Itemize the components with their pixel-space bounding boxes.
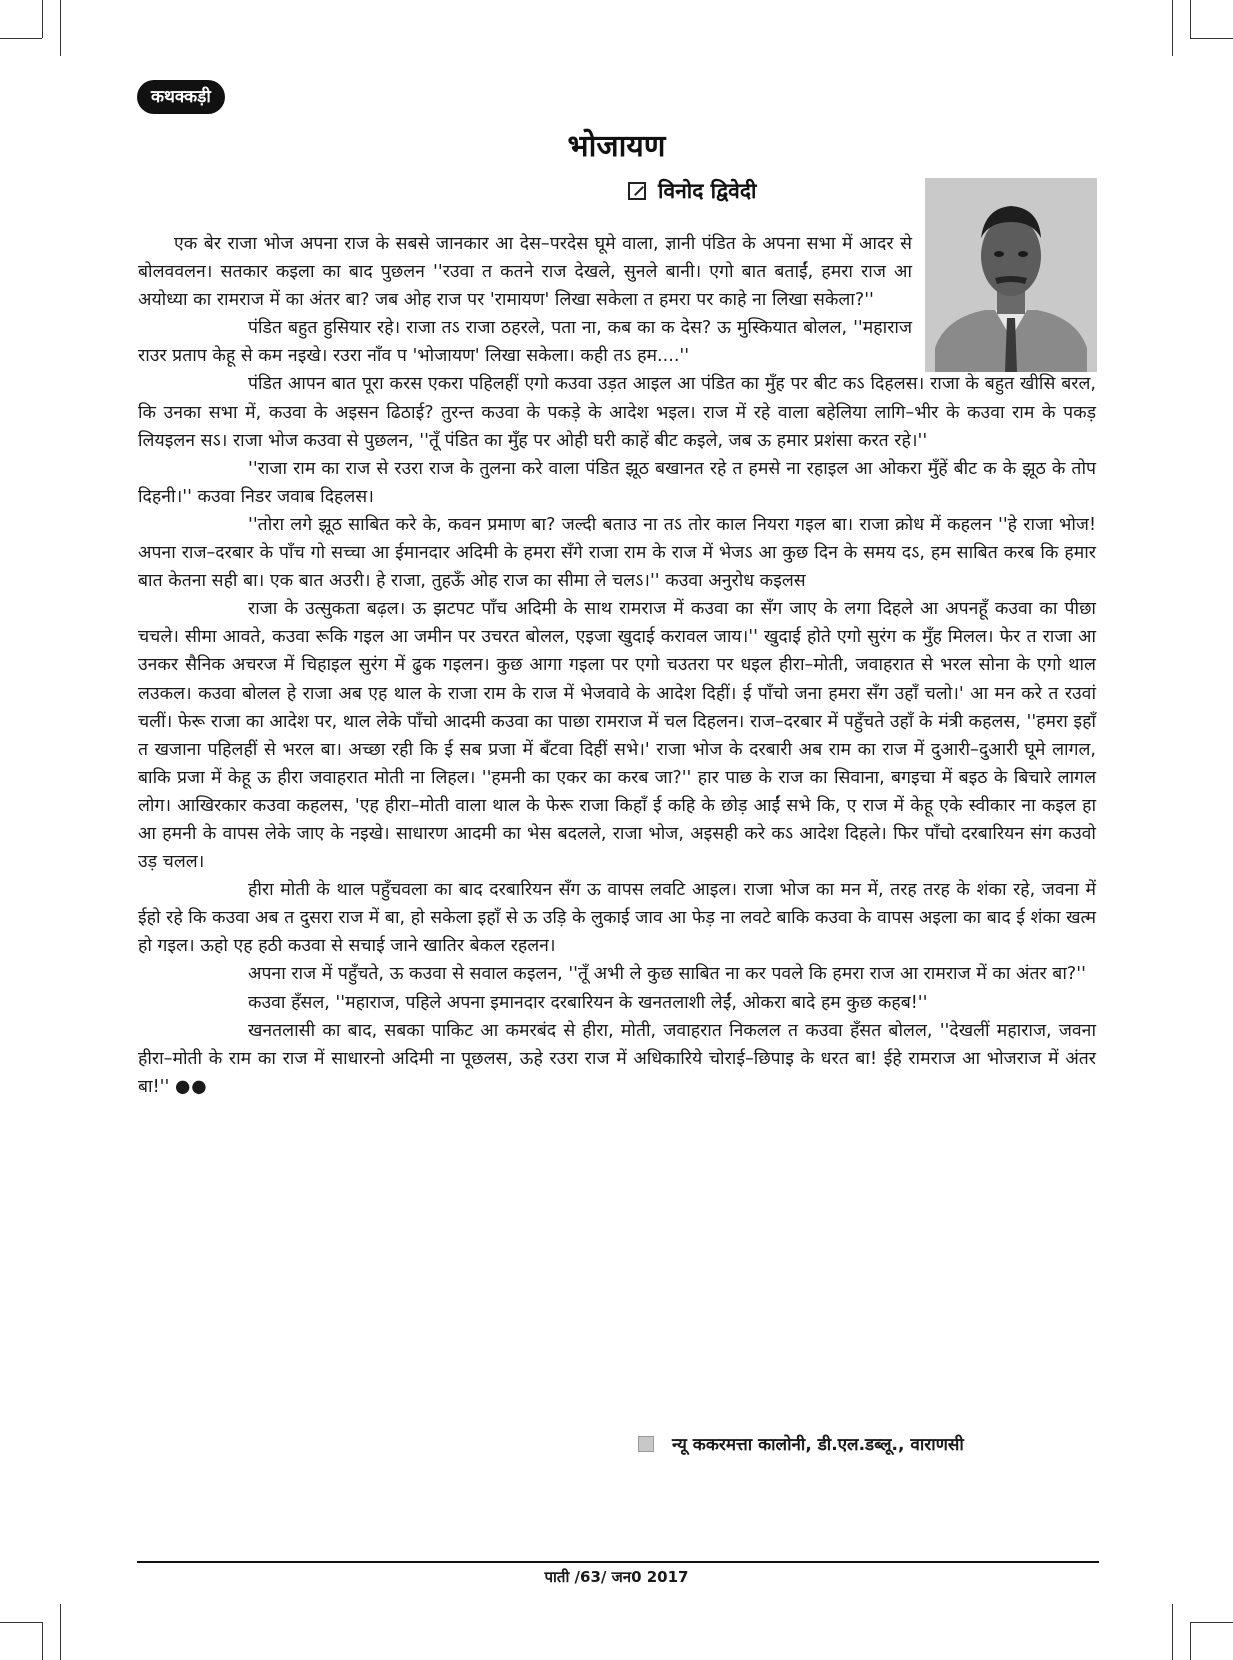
paragraph: ''राजा राम का राज से रउरा राज के तुलना करे वाला पंडित झूठ बखानत रहे त हमसे ना रहाइल आ ओकरा मुँहें बीट क के झूठ के तोप दिहनी।'' कउवा निडर जवाब दिहलस। — [138, 458, 1097, 507]
crop-mark — [1172, 1604, 1173, 1660]
paragraph: पंडित बहुत हुसियार रहे। राजा तऽ राजा ठहरले, पता ना, कब का क देस? ऊ मुस्कियात बोलल, ''महाराज राउर प्रताप केहू से कम नइखे। रउरा नाँव प 'भोजायण' लिखा सकेला। कही तऽ हम....'' — [138, 318, 912, 367]
crop-mark — [1190, 0, 1191, 38]
pen-icon — [628, 182, 646, 200]
paragraph: पंडित आपन बात पूरा करस एकरा पहिलहीं एगो कउवा उड़त आइल आ पंडित का मुँह पर बीट कऽ दिहलस। राजा के बहुत खीसि बरल, कि उनका सभा में, कउवा के अइसन ढिठाई? तुरन्त कउवा के पकड़े के आदेश भइल। राज में रहे वाला बहेलिया लागि–भीर के कउवा राम के पकड़ लियइलन सऽ। राजा भोज कउवा से पुछलन, ''तूँ पंडित का मुँह पर ओही घरी काहें बीट कइले, जब ऊ हमार प्रशंसा करत रहे।'' — [138, 374, 1096, 451]
author-name: विनोद द्विवेदी — [658, 179, 757, 203]
crop-mark — [1172, 0, 1173, 56]
address-text: न्यू ककरमत्ता कालोनी, डी.एल.डब्लू., वाराणसी — [672, 1435, 964, 1455]
paragraph: एक बेर राजा भोज अपना राज के सबसे जानकार आ देस–परदेस घूमे वाला, ज्ञानी पंडित के अपना सभा में आदर से बोलववलन। सतकार कइला का बाद पुछलन ''रउवा त कतने राज देखले, सुनले बानी। एगो बात बताईं, हमरा राज आ अयोध्या का रामराज में का अंतर बा? जब ओह राज पर 'रामायण' लिखा सकेला त हमरा पर काहे ना लिखा सकेला?'' — [138, 234, 912, 311]
author-address — [638, 1432, 964, 1455]
section-badge: कथक्कड़ी — [137, 80, 225, 114]
author-byline — [628, 176, 756, 206]
paragraph: राजा के उत्सुकता बढ़ल। ऊ झटपट पाँच अदिमी के साथ रामराज में कउवा का सँग जाए के लगा दिहले आ अपनहूँ कउवा का पीछा चचले। सीमा आवते, कउवा रूकि गइल आ जमीन पर उचरत बोलल, एइजा खुदाई करावल जाय।'' खुदाई होते एगो सुरंग क मुँह मिलल। फेर त राजा आ उनकर सैनिक अचरज में चिहाइल सुरंग में ढुक गइलन। कुछ आगा गइला पर एगो चउतरा पर धइल हीरा–मोती, जवाहरात से भरल सोना के एगो थाल लउकल। कउवा बोलल हे राजा अब एह थाल के राजा राम के राज में भेजवावे के आदेश दिहीं। ई पाँचो जना हमरा सँग उहाँ चलो।' आ मन करे त रउवां चलीं। फेरू राजा का आदेश पर, थाल लेके पाँचो आदमी कउवा का पाछा रामराज में चल दिहलन। राज–दरबार में पहुँचते उहाँ के मंत्री कहलस, ''हमरा इहाँ त खजाना पहिलहीं से भरल बा। अच्छा रही कि ई सब प्रजा में बँटवा दिहीं सभे।' राजा भोज के दरबारी अब राम का राज में दुआरी–दुआरी घूमे लागल, बाकि प्रजा में केहू ऊ हीरा जवाहरात मोती ना लिहल। ''हमनी का एकर का करब जा?'' हार पाछ के राज का सिवाना, बगइचा में बइठ के बिचारे लागल लोग। आखिरकार कउवा कहलस, 'एह हीरा–मोती वाला थाल के फेरू राजा किहाँ ई कहि के छोड़ आईं सभे कि, ए राज में केहू एके स्वीकार ना कइल हा आ हमनी के वापस लेके जाए के नइखे। साधारण आदमी का भेस बदलले, राजा भोज, अइसही करे कऽ आदेश दिहले। फिर पाँचो दरबारियन संग कउवो उड़ चलल। — [138, 599, 1096, 873]
footer-divider — [137, 1561, 1099, 1563]
paragraph: कउवा हँसल, ''महाराज, पहिले अपना इमानदार दरबारियन के खनतलाशी लेईं, ओकरा बादे हम कुछ कहब!'' — [248, 992, 928, 1013]
page-footer: पाती /63/ जन0 2017 — [544, 1568, 689, 1586]
crop-mark — [60, 0, 61, 56]
paragraph: ''तोरा लगे झूठ साबित करे के, कवन प्रमाण बा? जल्दी बताउ ना तऽ तोर काल नियरा गइल बा। राजा क्रोध में कहलन ''हे राजा भोज! अपना राज–दरबार के पाँच गो सच्चा आ ईमानदार अदिमी के हमरा सँगे राजा राम के राज में भेजऽ आ कुछ दिन के समय दऽ, हम साबित करब कि हमार बात केतना सही बा। एक बात अउरी। हे राजा, तुहऊँ ओह राज का सीमा ले चलऽ।'' कउवा अनुरोध कइलस — [138, 514, 1097, 592]
article-title: भोजायण — [567, 129, 666, 164]
crop-mark — [0, 38, 42, 39]
paragraph: अपना राज में पहुँचते, ऊ कउवा से सवाल कइलन, ''तूँ अभी ले कुछ साबित ना कर पवले कि हमरा राज आ रामराज में का अंतर बा?'' — [248, 964, 1086, 985]
crop-mark — [1190, 1622, 1191, 1660]
crop-mark — [42, 0, 43, 38]
crop-mark — [0, 1622, 42, 1623]
crop-mark — [60, 1604, 61, 1660]
end-marks: ●● — [174, 1076, 208, 1097]
crop-mark — [1190, 1622, 1233, 1623]
paragraph-last — [138, 1017, 1096, 1101]
paragraph-text: खनतलासी का बाद, सबका पाकिट आ कमरबंद से हीरा, मोती, जवाहरात निकलल त कउवा हँसत बोलल, ''देखलीं महाराज, जवना हीरा–मोती के राम का राज में साधारनो अदिमी ना पूछलस, ऊहे रउरा राज में अधिकारिये चोराई–छिपाइ के धरत बा! ईहे रामराज आ भोजराज में अंतर बा!'' — [138, 1020, 1097, 1097]
article-body — [138, 230, 1096, 1101]
crop-mark — [1190, 38, 1233, 39]
bullet-square-icon — [638, 1436, 654, 1452]
crop-mark — [42, 1622, 43, 1660]
paragraph: हीरा मोती के थाल पहुँचवला का बाद दरबारियन सँग ऊ वापस लवटि आइल। राजा भोज का मन में, तरह तरह के शंका रहे, जवना में ईहो रहे कि कउवा अब त दुसरा राज में बा, हो सकेला इहाँ से ऊ उड़ि के लुकाई जाव आ फेड़ ना लवटे बाकि कउवा के वापस अइला का बाद ई शंका खत्म हो गइल। ऊहो एह हठी कउवा से सचाई जाने खातिर बेकल रहलन। — [138, 880, 1096, 957]
